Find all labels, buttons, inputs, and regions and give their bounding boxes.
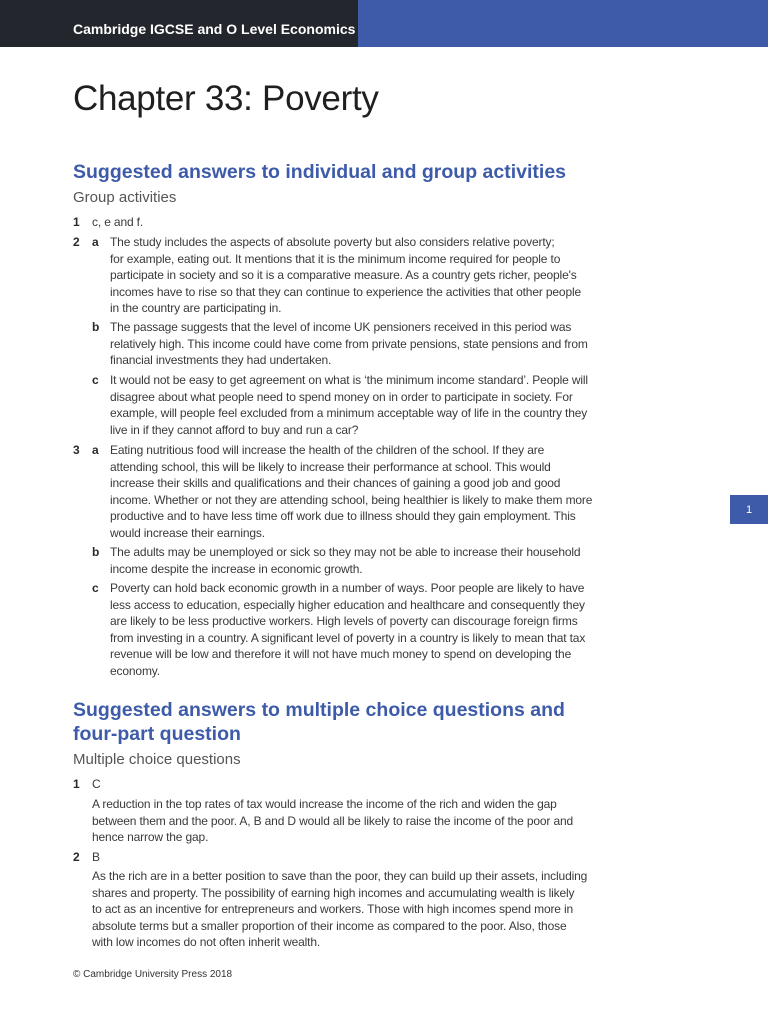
answer-letter: B <box>92 850 100 864</box>
answer-line: for example, eating out. It mentions that it is the minimum income required for people to <box>110 251 561 266</box>
answer-line: economy. <box>110 663 160 678</box>
chapter-title: Chapter 33: Poverty <box>73 79 379 118</box>
answer-line: A reduction in the top rates of tax would increase the income of the rich and widen the gap <box>92 797 557 811</box>
answer-line: Poverty can hold back economic growth in a number of ways. Poor people are likely to have <box>110 581 585 595</box>
answer-line: live in if they cannot afford to buy and run a car? <box>110 422 359 437</box>
answer-line: hence narrow the gap. <box>92 830 209 844</box>
heading-line: Suggested answers to multiple choice questions and <box>73 699 565 721</box>
answer-line: The adults may be unemployed or sick so they may not be able to increase their household <box>110 545 581 559</box>
answer-line: increase their skills and qualifications and their chances of gaining a good job and good <box>110 476 561 490</box>
question-number: 1 <box>73 777 80 791</box>
answer-line: income. Whether or not they are attending school, being healthier is likely to make them more <box>110 492 593 507</box>
answer-line: Eating nutritious food will increase the health of the children of the school. If they are <box>110 443 545 457</box>
answer-line: relatively high. This income could have come from private pensions, state pensions and from <box>110 336 588 351</box>
answer-line: income despite the increase in economic growth. <box>110 561 363 576</box>
question-number: 3 <box>73 443 80 457</box>
book-title: Cambridge IGCSE and O Level Economics <box>73 21 356 37</box>
part-label: a <box>92 443 99 457</box>
answer-line: are likely to be less productive workers. High levels of poverty can discourage foreign firms <box>110 614 578 628</box>
answer-line: in the country are participating in. <box>110 301 282 315</box>
question-number: 2 <box>73 850 80 864</box>
section-heading-activities: Suggested answers to individual and group activities <box>73 161 567 183</box>
answer-letter: C <box>92 777 101 791</box>
answer-line: It would not be easy to get agreement on what is ‘the minimum income standard’. People will <box>110 373 588 387</box>
answer-line: from investing in a country. A significant level of poverty in a country is likely to mean that tax <box>110 630 586 645</box>
header-accent-bar <box>358 0 768 47</box>
part-label: c <box>92 581 99 595</box>
page-number-tab: 1 <box>730 495 768 524</box>
answer-line: The study includes the aspects of absolute poverty but also considers relative poverty; <box>110 235 555 249</box>
answer-line: absolute terms but a smaller proportion of their income as compared to the poor. Also, those <box>92 918 567 933</box>
part-label: b <box>92 545 100 559</box>
heading-line: four-part question <box>73 723 241 745</box>
part-label: a <box>92 235 99 249</box>
answer-line: As the rich are in a better position to save than the poor, they can build up their assets, including <box>92 869 588 883</box>
answer-line: revenue will be low and therefore it will not have much money to spend on developing the <box>110 647 572 661</box>
answer-text: c, e and f. <box>92 215 144 229</box>
answer-line: less access to education, especially higher education and healthcare and consequently they <box>110 597 585 612</box>
subheading-multiple-choice: Multiple choice questions <box>73 751 241 768</box>
answer-line: attending school, this will be likely to increase their performance at school. This would <box>110 459 551 474</box>
answer-line: would increase their earnings. <box>110 525 265 540</box>
answer-line: The passage suggests that the level of income UK pensioners received in this period was <box>110 320 572 334</box>
subheading-group-activities: Group activities <box>73 189 177 206</box>
answer-line: incomes have to rise so that they can continue to experience the activities that other people <box>110 284 582 299</box>
question-number: 2 <box>73 235 80 249</box>
section-heading-multiple-choice <box>73 698 565 746</box>
answer-line: between them and the poor. A, B and D would all be likely to raise the income of the poor and <box>92 813 574 828</box>
answer-line: productive and to have less time off work due to illness should they gain employment. This <box>110 509 576 523</box>
answer-line: participate in society and so it is a comparative measure. As a country gets richer, people's <box>110 268 577 282</box>
part-label: c <box>92 373 99 387</box>
answer-line: shares and property. The possibility of earning high incomes and accumulating wealth is likely <box>92 885 575 900</box>
answer-line: example, will people feel excluded from a minimum acceptable way of life in the country they <box>110 406 588 420</box>
answer-line: financial investments they had undertaken. <box>110 353 332 367</box>
answer-line: disagree about what people need to spend money on in order to participate in society. For <box>110 389 573 404</box>
question-number: 1 <box>73 215 80 229</box>
copyright-footer: © Cambridge University Press 2018 <box>73 969 233 980</box>
answer-line: with low incomes do not often inherit wealth. <box>92 935 321 949</box>
answer-line: to act as an incentive for entrepreneurs and workers. Those with high incomes spend more in <box>92 902 574 916</box>
part-label: b <box>92 320 100 334</box>
